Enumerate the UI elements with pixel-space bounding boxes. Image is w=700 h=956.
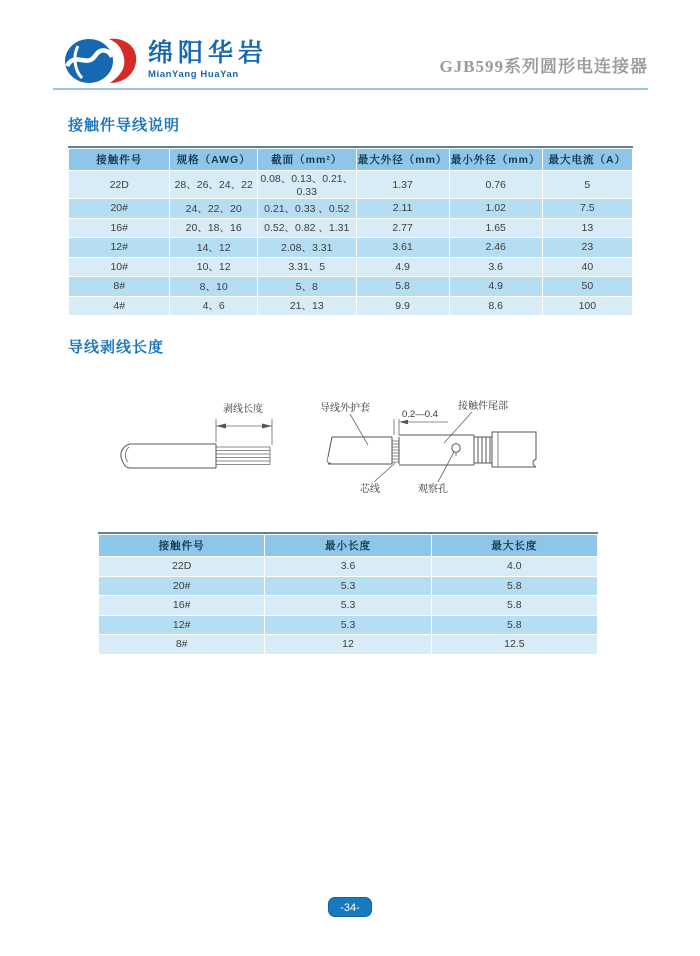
table-row [99,596,598,616]
table-cell: 4.9 [356,257,449,277]
column-header: 最小外径（mm） [449,149,542,171]
table-cell: 5 [542,171,632,199]
table-cell: 3.6 [449,257,542,277]
table-cell: 2.08、3.31 [257,238,356,258]
column-header: 接触件号 [99,535,265,557]
table-cell: 5.3 [265,576,431,596]
table-cell: 20、18、16 [170,218,257,238]
column-header: 最大电流（A） [542,149,632,171]
hole-label: 观察孔 [418,484,448,495]
page-number-badge: -34- [328,897,372,917]
table-cell: 5.3 [265,596,431,616]
table-cell: 28、26、24、22 [170,171,257,199]
contact-wire-table-wrap [68,146,633,316]
table-cell: 0.21、0.33 、0.52 [257,199,356,219]
table-cell: 12# [99,615,265,635]
strip-length-label: 剥线长度 [223,404,263,415]
column-header: 最大外径（mm） [356,149,449,171]
logo-name-en: MianYang HuaYan [148,69,239,80]
table-cell: 8# [69,277,170,297]
column-header: 接触件号 [69,149,170,171]
table-cell: 0.76 [449,171,542,199]
table-row [99,576,598,596]
logo-text [148,35,268,80]
table-cell: 22D [69,171,170,199]
stripped-wire-diagram [100,388,320,503]
header-divider [53,88,648,90]
table-cell: 7.5 [542,199,632,219]
logo-name-cn: 绵阳华岩 [148,39,269,67]
table-row [99,615,598,635]
section-title-strip-length: 导线剥线长度 [68,339,165,356]
column-header: 规格（AWG） [170,149,257,171]
table-row [69,199,633,219]
table-cell: 5.3 [265,615,431,635]
table-cell: 100 [542,296,632,316]
header-row [69,149,633,171]
contact-wire-table [68,148,633,316]
table-cell: 12 [265,635,431,655]
table-cell: 0.52、0.82 、1.31 [257,218,356,238]
table-row [69,296,633,316]
column-header: 截面（mm²） [257,149,356,171]
table-row [69,171,633,199]
strip-length-table-wrap [98,532,598,655]
section-title-contact-wire: 接触件导线说明 [68,117,181,134]
table-cell: 2.77 [356,218,449,238]
table-cell: 16# [69,218,170,238]
table-row [69,238,633,258]
table-cell: 10# [69,257,170,277]
table-cell: 5.8 [356,277,449,297]
table-cell: 8# [99,635,265,655]
core-label: 芯线 [360,484,380,495]
table-cell: 1.37 [356,171,449,199]
table-cell: 24、22、20 [170,199,257,219]
table-cell: 12# [69,238,170,258]
tail-label: 接触件尾部 [458,401,508,412]
table-row [69,277,633,297]
table-cell: 21、13 [257,296,356,316]
table-cell: 16# [99,596,265,616]
table-cell: 50 [542,277,632,297]
table-cell: 0.08、0.13、0.21、0.33 [257,171,356,199]
table-cell: 1.02 [449,199,542,219]
sheath-label: 导线外护套 [320,403,370,414]
table-cell: 8.6 [449,296,542,316]
table-cell: 23 [542,238,632,258]
table-row [69,257,633,277]
table-cell: 3.31、5 [257,257,356,277]
table-row [99,635,598,655]
logo-icon [62,35,142,85]
table-cell: 12.5 [431,635,597,655]
table-cell: 3.61 [356,238,449,258]
table-row [69,218,633,238]
table-cell: 3.6 [265,557,431,577]
table-cell: 5.8 [431,596,597,616]
strip-length-table [98,534,598,655]
table-cell: 22D [99,557,265,577]
table-cell: 4、6 [170,296,257,316]
table-cell: 4.9 [449,277,542,297]
table-cell: 1.65 [449,218,542,238]
table-cell: 4# [69,296,170,316]
table-cell: 5.8 [431,576,597,596]
table-cell: 4.0 [431,557,597,577]
document-title: GJB599系列圆形电连接器 [439,57,648,76]
table-cell: 14、12 [170,238,257,258]
table-cell: 2.46 [449,238,542,258]
table-cell: 13 [542,218,632,238]
company-logo [62,35,268,85]
table-cell: 5.8 [431,615,597,635]
table-cell: 9.9 [356,296,449,316]
header-row [99,535,598,557]
table-cell: 20# [99,576,265,596]
column-header: 最小长度 [265,535,431,557]
table-cell: 20# [69,199,170,219]
column-header: 最大长度 [431,535,597,557]
contact-assembly-diagram [306,385,574,505]
table-cell: 40 [542,257,632,277]
gap-dimension-label: 0.2—0.4 [402,409,438,420]
table-cell: 2.11 [356,199,449,219]
table-cell: 5、8 [257,277,356,297]
table-row [99,557,598,577]
table-cell: 10、12 [170,257,257,277]
table-cell: 8、10 [170,277,257,297]
